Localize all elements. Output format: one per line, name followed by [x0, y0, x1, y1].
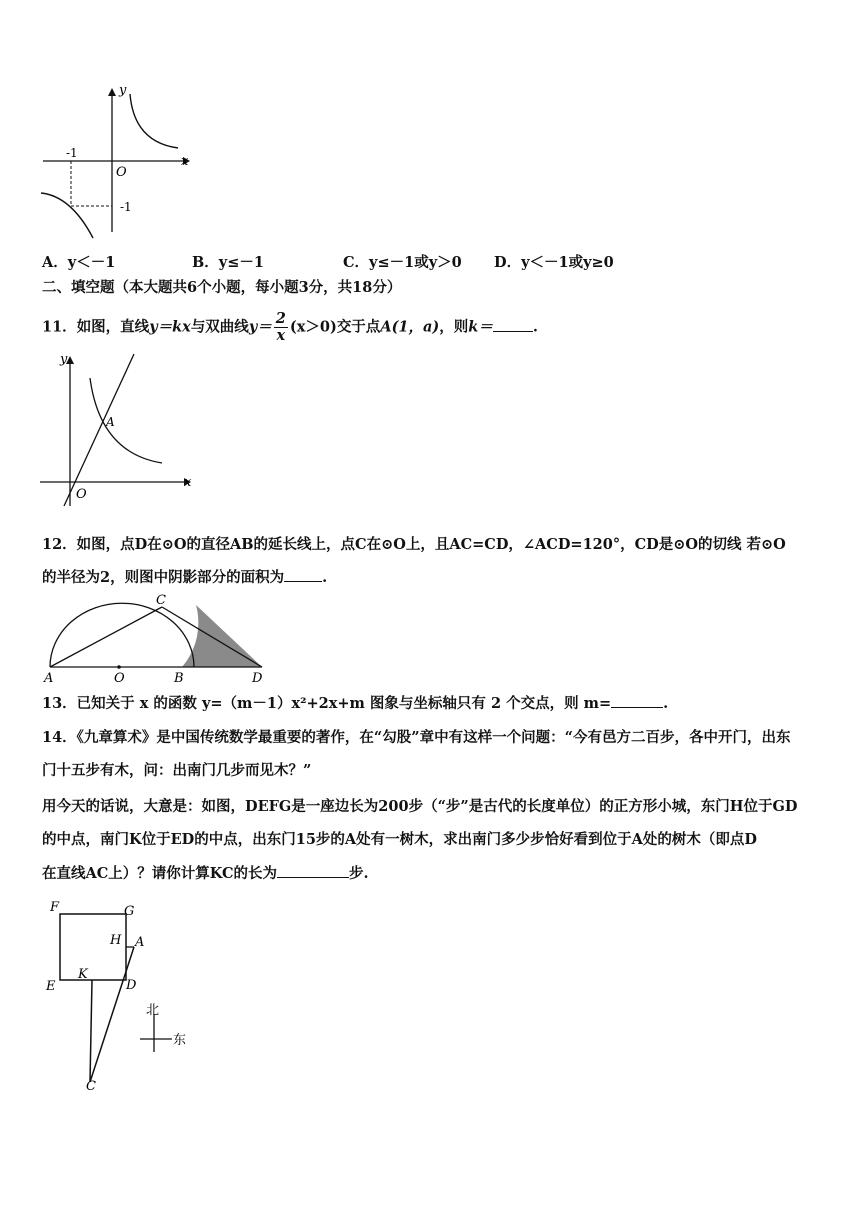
line-ac [50, 607, 162, 667]
label-f: F [50, 900, 60, 915]
question-14-line1: 14．《九章算术》是中国传统数学最重要的著作，在“勾股”章中有这样一个问题：“今有邑方二百步，各中开门，出东 [42, 729, 791, 746]
label-b: B [174, 671, 184, 684]
q12-figure [38, 594, 268, 684]
y-axis-label: y [60, 352, 68, 367]
label-k: K [78, 967, 88, 982]
x-axis-label: x [184, 475, 192, 490]
q11-figure [38, 348, 198, 508]
option-a: A．y＜－1 [42, 254, 116, 271]
label-a: A [44, 671, 54, 684]
hyperbola-branch-right [130, 94, 178, 148]
y-axis-label: y [119, 83, 127, 98]
label-h: H [110, 933, 122, 948]
answer-blank [277, 863, 349, 878]
line-ac [90, 947, 134, 1082]
line-y-kx [64, 354, 134, 506]
center-point [117, 665, 121, 669]
answer-blank [493, 317, 533, 332]
q14-figure [40, 896, 210, 1096]
question-11: 11．如图，直线y＝kx与双曲线y＝ $\frac{2}{x}$ (x＞0)交于点A(1，a)，则k＝ . [42, 310, 538, 344]
label-c: C [86, 1079, 96, 1094]
shaded-region [182, 605, 262, 667]
label-d: D [252, 671, 263, 684]
section-heading: 二、填空题（本大题共6个小题，每小题3分，共18分） [42, 279, 402, 296]
compass-east: 东 [173, 1033, 187, 1048]
answer-blank [611, 693, 663, 708]
label-a: A [135, 935, 145, 950]
line-kc [90, 980, 92, 1082]
question-14-line3: 用今天的话说，大意是：如图，DEFG是一座边长为200步（“步”是古代的长度单位）的正方形小城，东门H位于GD [42, 798, 798, 815]
label-o: O [114, 671, 125, 684]
option-c: C．y≤－1或y＞0 [343, 254, 462, 271]
question-12-line2: 的半径为2，则图中阴影部分的面积为 . [42, 569, 328, 586]
point-a-label: A [106, 415, 115, 429]
question-14-line5: 在直线AC上）？请你计算KC的长为 步. [42, 865, 369, 882]
x-tick-label: -1 [66, 146, 78, 160]
fraction: $\frac{2}{x}$ [275, 310, 286, 344]
label-e: E [46, 979, 56, 994]
option-b: B．y≤－1 [192, 254, 264, 271]
label-g: G [124, 904, 135, 919]
option-d: D．y＜－1或y≥0 [494, 254, 614, 271]
q10-figure [38, 82, 198, 242]
question-12-line1: 12．如图，点D在⊙O的直径AB的延长线上，点C在⊙O上，且AC=CD，∠ACD=120°，CD是⊙O的切线 若⊙O [42, 536, 786, 553]
origin-label: O [76, 487, 87, 502]
x-axis-label: x [181, 154, 189, 169]
answer-blank [284, 567, 322, 582]
question-13: 13．已知关于 x 的函数 y=（m－1）x²+2x+m 图象与坐标轴只有 2 个交点，则 m= . [42, 695, 669, 712]
label-d: D [126, 978, 137, 993]
question-14-line4: 的中点，南门K位于ED的中点，出东门15步的A处有一树木，求出南门多少步恰好看到位于A处的树木（即点D [42, 831, 757, 848]
question-14-line2: 门十五步有木，问：出南门几步而见木？” [42, 762, 312, 779]
compass-north: 北 [146, 1003, 160, 1018]
origin-label: O [116, 165, 127, 180]
hyperbola-branch-left [41, 193, 93, 238]
label-c: C [156, 594, 166, 608]
y-tick-label: -1 [120, 200, 132, 214]
hyperbola-curve [90, 378, 162, 463]
y-axis-arrow [108, 88, 116, 96]
